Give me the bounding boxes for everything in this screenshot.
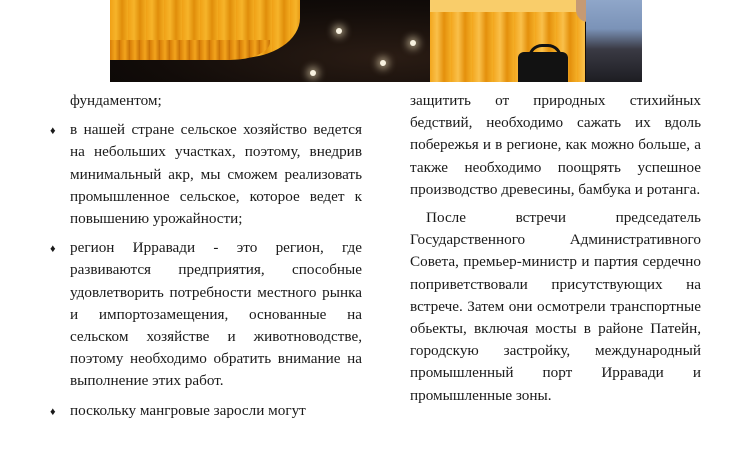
floor-light [380,60,386,66]
photo-table-skirt [110,40,270,60]
floor-light [336,28,342,34]
right-column [410,90,701,407]
bullet-text: регион Ирравади - это регион, где развиваются предприятия, способные удовлетворить потребности местного рынка и импортозамещения, основанные на сельском хозяйстве и животноводстве, поэтому необходимо обратить внимание на выполнение этих работ. [70,239,362,390]
diamond-bullet-icon: ♦ [50,125,56,138]
list-item [50,112,362,230]
photo-person [586,0,642,82]
left-continuation: фундаментом; [70,92,162,109]
right-paragraph-2: После встречи председатель Государственного Административного Совета, премьер-министр и партия сердечно поприветствовали присутствующих на встрече. Затем они осмотрели транспортные обьекты, включая мосты в районе Патейн, городскую застройку, международный промышленный порт Ирравади и промышленные зоны. [410,209,701,404]
photo-table-top [430,0,585,12]
floor-light [310,70,316,76]
left-column [50,90,362,422]
list-item [50,230,362,392]
meeting-photo [110,0,642,82]
bullet-text: в нашей стране сельское хозяйство ведется на небольших участках, поэтому, внедрив минимальный акр, мы сможем реализовать промышленное сельское, которое ведет к повышению урожайности; [70,121,362,228]
right-paragraph-1: защитить от природных стихийных бедствий, необходимо сажать их вдоль побережья и в регионе, как можно больше, а также необходимо поощрять успешное производство древесины, бамбука и ротанга. [410,92,701,198]
diamond-bullet-icon: ♦ [50,243,56,256]
photo-bag [518,52,568,82]
bullet-text: поскольку мангровые заросли могут [70,401,306,419]
bullet-list [50,112,362,422]
list-item [50,393,362,422]
floor-light [410,40,416,46]
diamond-bullet-icon: ♦ [50,405,56,418]
